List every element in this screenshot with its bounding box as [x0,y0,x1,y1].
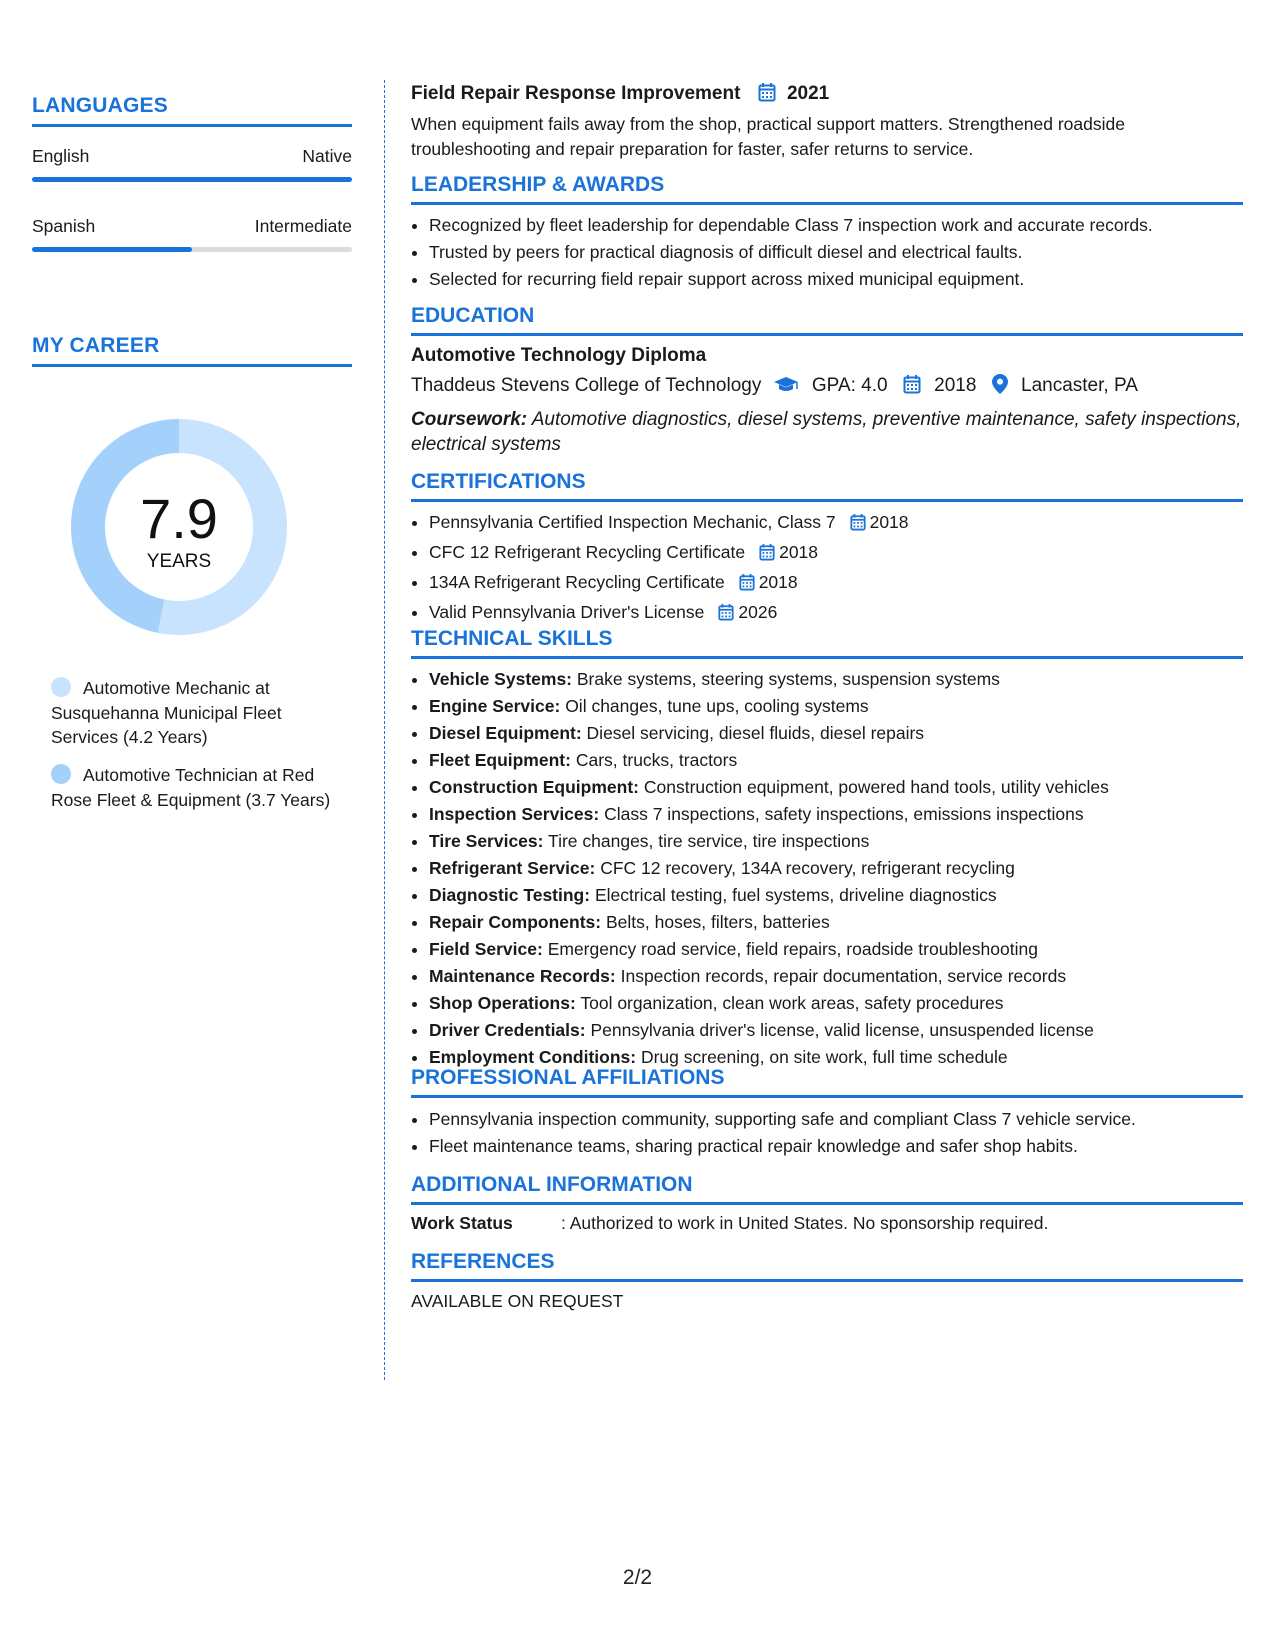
leadership-heading: LEADERSHIP & AWARDS [411,173,1243,205]
language-name: English [32,146,90,166]
column-divider [384,80,385,1380]
certifications-list [411,509,1261,629]
project-description: When equipment fails away from the shop, practical support matters. Strengthened roadside troubleshooting and repair preparation for faster, safer returns to service. [411,114,1125,159]
list-item [429,539,1261,569]
language-bar-fill [32,177,352,182]
calendar-icon [758,82,776,110]
skill-value: Diesel servicing, diesel fluids, diesel repairs [586,723,925,743]
degree-title: Automotive Technology Diploma [411,345,707,366]
skill-value: Drug screening, on site work, full time schedule [640,1047,1008,1067]
graduation-cap-icon [773,375,799,403]
language-name: Spanish [32,216,96,236]
legend-dot [51,677,71,697]
list-item [429,828,1261,855]
school-location: Lancaster, PA [1021,375,1138,396]
skill-label: Driver Credentials: [429,1020,586,1040]
skill-label: Vehicle Systems: [429,669,572,689]
coursework-label: Coursework: [411,409,528,430]
skill-value: Emergency road service, field repairs, roadside troubleshooting [547,939,1038,959]
cert-name: CFC 12 Refrigerant Recycling Certificate [429,542,746,562]
legend-dot [51,764,71,784]
page-number: 2/2 [622,1566,653,1589]
gpa: GPA: 4.0 [811,375,888,396]
calendar-icon [718,602,734,629]
list-item [429,774,1261,801]
list-item [429,1017,1261,1044]
cert-name: Pennsylvania Certified Inspection Mechanic, Class 7 [429,512,836,532]
cert-year: 2018 [869,512,909,532]
certifications-heading: CERTIFICATIONS [411,470,1243,502]
languages-heading: LANGUAGES [32,94,352,127]
education-heading: EDUCATION [411,304,1243,336]
coursework [411,407,1243,457]
calendar-icon [903,374,921,403]
list-item [429,693,1261,720]
graduation-year: 2018 [934,375,977,396]
career-total-years: 7.9 [140,487,218,550]
skill-label: Field Service: [429,939,543,959]
language-bar-fill [32,247,192,252]
calendar-icon [739,572,755,599]
school-name: Thaddeus Stevens College of Technology [411,375,762,396]
calendar-icon [850,512,866,539]
list-item [429,666,1261,693]
skill-value: Oil changes, tune ups, cooling systems [565,696,869,716]
skills-heading: TECHNICAL SKILLS [411,627,1243,659]
education-details [411,372,1243,403]
additional-info-heading: ADDITIONAL INFORMATION [411,1173,1243,1205]
list-item [429,963,1261,990]
career-years-unit: YEARS [146,551,212,572]
language-bar [32,177,352,182]
skill-label: Repair Components: [429,912,602,932]
language-row-english [32,146,352,186]
skill-label: Construction Equipment: [429,777,639,797]
skill-value: Cars, trucks, tractors [575,750,738,770]
career-heading: MY CAREER [32,334,352,367]
references-heading: REFERENCES [411,1250,1243,1282]
skill-label: Diagnostic Testing: [429,885,591,905]
references-text: AVAILABLE ON REQUEST [411,1291,624,1311]
skill-label: Maintenance Records: [429,966,616,986]
career-role-text: Automotive Mechanic at Susquehanna Municipal Fleet Services (4.2 Years) [51,678,282,747]
list-item [429,855,1261,882]
language-level: Native [302,146,352,166]
skill-value: Electrical testing, fuel systems, driveline diagnostics [594,885,997,905]
leadership-list [411,212,1261,293]
skill-label: Tire Services: [429,831,544,851]
skill-value: Tire changes, tire service, tire inspections [548,831,870,851]
list-item: • Selected for recurring field repair support across mixed municipal equipment. [429,266,1261,293]
list-item: • Trusted by peers for practical diagnosis of difficult diesel and electrical faults. [429,239,1261,266]
cert-name: 134A Refrigerant Recycling Certificate [429,572,725,592]
skill-label: Fleet Equipment: [429,750,571,770]
skill-label: Refrigerant Service: [429,858,596,878]
skill-label: Inspection Services: [429,804,600,824]
skill-value: Inspection records, repair documentation, service records [620,966,1067,986]
language-row-spanish [32,216,352,256]
project-title: Field Repair Response Improvement [411,83,741,104]
education-entry [411,343,1243,457]
skill-value: CFC 12 recovery, 134A recovery, refrigerant recycling [600,858,1015,878]
skill-value: Tool organization, clean work areas, safety procedures [580,993,1004,1013]
project-year: 2021 [786,83,830,104]
list-item [429,720,1261,747]
list-item: • Pennsylvania inspection community, supporting safe and compliant Class 7 vehicle service. [429,1106,1261,1133]
career-legend-item [51,676,351,750]
list-item [429,747,1261,774]
list-item [429,882,1261,909]
location-pin-icon [992,374,1008,403]
list-item [429,801,1261,828]
cert-year: 2026 [738,602,778,622]
cert-year: 2018 [758,572,798,592]
skill-value: Belts, hoses, filters, batteries [605,912,830,932]
skill-value: Construction equipment, powered hand tools, utility vehicles [643,777,1109,797]
career-role-text: Automotive Technician at Red Rose Fleet & Equipment (3.7 Years) [51,765,331,810]
skill-label: Engine Service: [429,696,561,716]
language-bar [32,247,352,252]
skill-value: Brake systems, steering systems, suspension systems [576,669,1000,689]
work-status-label: Work Status [411,1213,513,1233]
coursework-text: Automotive diagnostics, diesel systems, preventive maintenance, safety inspections, electrical systems [411,409,1242,455]
skill-value: Class 7 inspections, safety inspections, emissions inspections [604,804,1084,824]
work-status-value: : Authorized to work in United States. No sponsorship required. [561,1213,1049,1233]
project-header [411,81,1243,110]
language-level: Intermediate [254,216,352,236]
list-item: • Fleet maintenance teams, sharing practical repair knowledge and safer shop habits. [429,1133,1261,1160]
list-item [429,509,1261,539]
skill-label: Diesel Equipment: [429,723,582,743]
cert-name: Valid Pennsylvania Driver's License [429,602,705,622]
list-item [429,909,1261,936]
skill-label: Employment Conditions: [429,1047,637,1067]
affiliations-list [411,1106,1261,1160]
work-status-row [411,1211,1243,1236]
career-legend-item [51,763,351,812]
list-item: • Recognized by fleet leadership for dependable Class 7 inspection work and accurate records. [429,212,1261,239]
list-item [429,936,1261,963]
skill-label: Shop Operations: [429,993,576,1013]
affiliations-heading: PROFESSIONAL AFFILIATIONS [411,1066,1243,1098]
calendar-icon [759,542,775,569]
career-donut-chart [66,414,292,640]
cert-year: 2018 [779,542,819,562]
skills-list [411,666,1261,1071]
skill-value: Pennsylvania driver's license, valid license, unsuspended license [590,1020,1094,1040]
list-item [429,569,1261,599]
list-item [429,599,1261,629]
project-entry [411,81,1243,162]
list-item [429,990,1261,1017]
